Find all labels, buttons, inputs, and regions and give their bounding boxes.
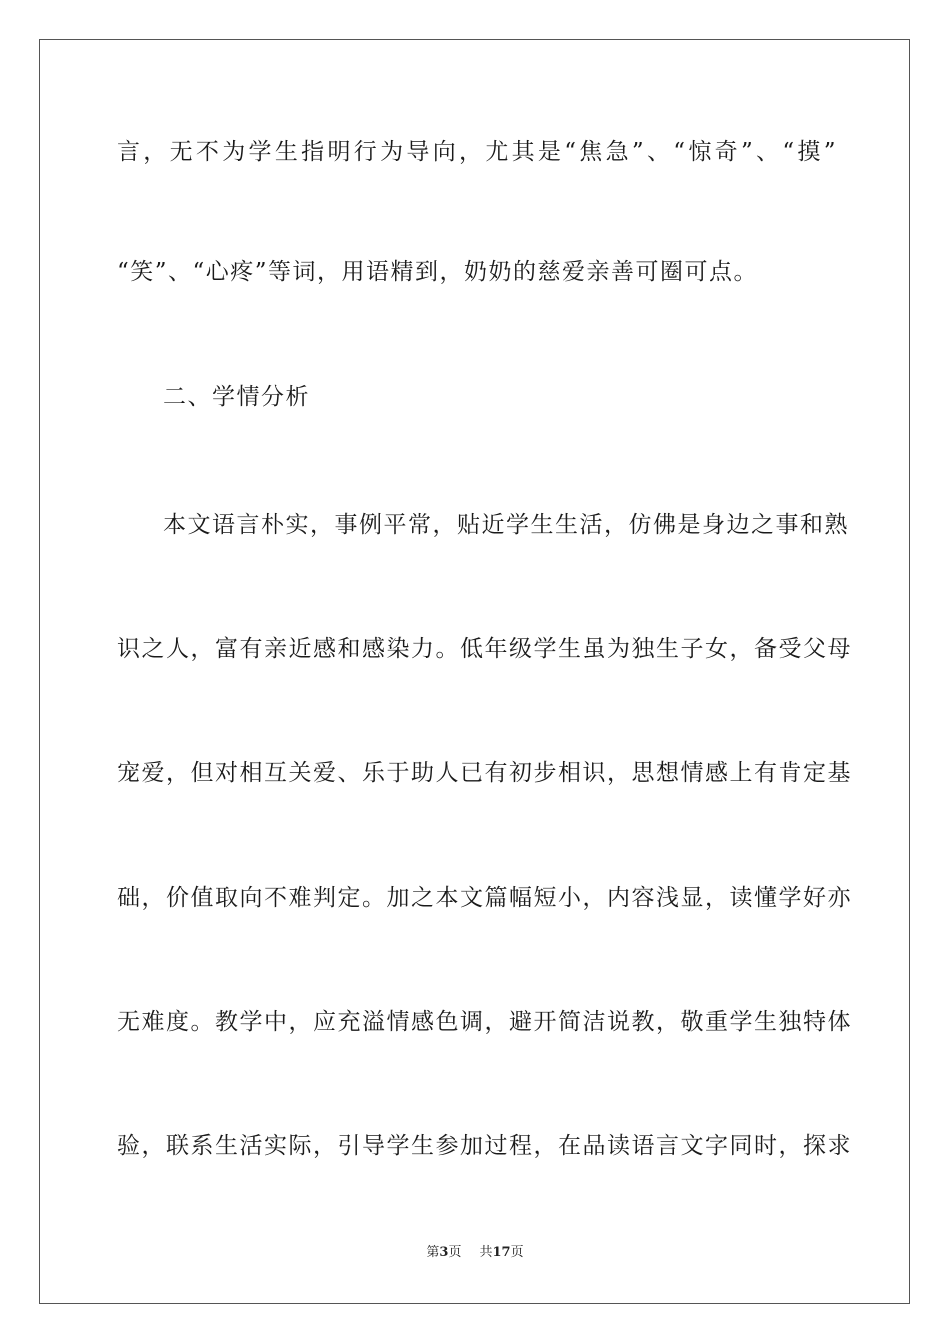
footer-total-pages: 17 — [492, 1245, 511, 1260]
footer-total-suffix: 页 — [510, 1245, 524, 1260]
footer-page-number: 3 — [439, 1245, 449, 1260]
footer-page-prefix: 第 — [426, 1245, 440, 1260]
body-line-4: 识之人，富有亲近感和感染力。低年级学生虽为独生子女，备受父母 — [117, 636, 852, 662]
body-line-5: 宠爱，但对相互关爱、乐于助人已有初步相识，思想情感上有肯定基 — [117, 760, 852, 786]
page-border — [39, 39, 910, 1304]
body-line-8: 验，联系生活实际，引导学生参加过程，在品读语言文字同时，探求 — [117, 1133, 852, 1159]
page-footer — [0, 1244, 950, 1262]
body-line-7: 无难度。教学中，应充溢情感色调，避开简洁说教，敬重学生独特体 — [117, 1009, 852, 1035]
footer-total-prefix: 共 — [479, 1245, 493, 1260]
footer-page-suffix: 页 — [448, 1245, 462, 1260]
body-line-2: “笑”、“心疼”等词，用语精到，奶奶的慈爱亲善可圈可点。 — [117, 259, 759, 285]
body-line-1: 言，无不为学生指明行为导向，尤其是“焦急”、“惊奇”、“摸” — [117, 139, 837, 165]
body-line-6: 础，价值取向不难判定。加之本文篇幅短小，内容浅显，读懂学好亦 — [117, 885, 852, 911]
body-line-3: 本文语言朴实，事例平常，贴近学生生活，仿佛是身边之事和熟 — [163, 512, 849, 538]
section-heading: 二、学情分析 — [163, 384, 310, 410]
